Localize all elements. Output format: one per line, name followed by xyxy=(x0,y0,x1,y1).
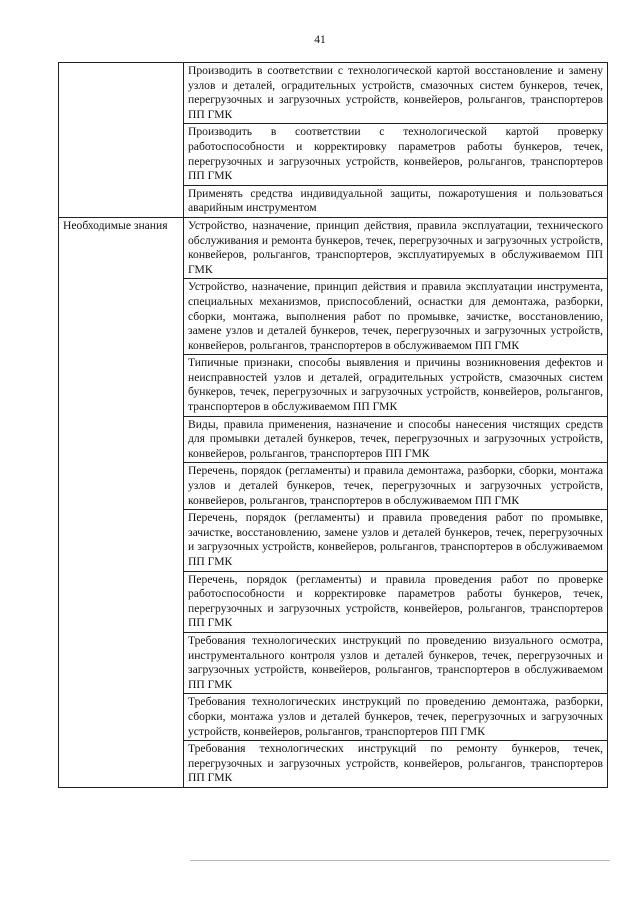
knowledge-cell: Устройство, назначение, принцип действия и правила эксплуатации инструмента, специальных механизмов, приспособлений, оснастки для демонтажа, разборки, сборки, монтажа, выполнения работ по промывке, зачистке, восстановлению, замене узлов и деталей бункеров, течек, перегрузочных и загрузочных устройств, конвейеров, рольгангов, транспортеров в обслуживаемом ПП ГМК xyxy=(184,279,608,355)
knowledge-cell: Перечень, порядок (регламенты) и правила проведения работ по промывке, зачистке, восстановлению, замене узлов и деталей бункеров, течек, перегрузочных и загрузочных устройств, конвейеров, рольгангов, транспортеров в обслуживаемом ПП ГМК xyxy=(184,510,608,571)
knowledge-cell: Требования технологических инструкций по проведению демонтажа, разборки, сборки, монтажа узлов и деталей бункеров, течек, перегрузочных и загрузочных устройств, конвейеров, рольгангов, транспортеров ПП ГМК xyxy=(184,694,608,741)
page-number: 41 xyxy=(314,34,326,46)
knowledge-table xyxy=(58,62,608,788)
scan-artifact-line xyxy=(190,860,610,861)
table-row xyxy=(59,217,608,278)
knowledge-cell: Требования технологических инструкций по проведению визуального осмотра, инструментального контроля узлов и деталей бункеров, течек, перегрузочных и загрузочных устройств, конвейеров, рольгангов, транспортеров в обслуживаемом ПП ГМК xyxy=(184,632,608,693)
empty-label-cell xyxy=(59,63,184,218)
skill-cell: Производить в соответствии с технологической картой восстановление и замену узлов и деталей, оградительных устройств, смазочных систем бункеров, течек, перегрузочных и загрузочных устройств, конвейеров, рольгангов, транспортеров ПП ГМК xyxy=(184,63,608,124)
skill-cell: Производить в соответствии с технологической картой проверку работоспособности и корректировку параметров работы бункеров, течек, перегрузочных и загрузочных устройств, конвейеров, рольгангов, транспортеров ПП ГМК xyxy=(184,124,608,185)
knowledge-cell: Типичные признаки, способы выявления и причины возникновения дефектов и неисправностей узлов и деталей, оградительных устройств, смазочных систем бункеров, течек, перегрузочных и загрузочных устройств, конвейеров, рольгангов, транспортеров в обслуживаемом ПП ГМК xyxy=(184,355,608,416)
knowledge-cell: Устройство, назначение, принцип действия, правила эксплуатации, технического обслуживания и ремонта бункеров, течек, перегрузочных и загрузочных устройств, конвейеров, рольгангов, транспортеров, эксплуатируемых в обслуживаемом ПП ГМК xyxy=(184,217,608,278)
knowledge-cell: Требования технологических инструкций по ремонту бункеров, течек, перегрузочных и загрузочных устройств, конвейеров, рольгангов, транспортеров ПП ГМК xyxy=(184,741,608,788)
knowledge-cell: Перечень, порядок (регламенты) и правила демонтажа, разборки, сборки, монтажа узлов и деталей бункеров, течек, перегрузочных и загрузочных устройств, конвейеров, рольгангов, транспортеров в обслуживаемом ПП ГМК xyxy=(184,463,608,510)
knowledge-cell: Перечень, порядок (регламенты) и правила проведения работ по проверке работоспособности и корректировке параметров работы бункеров, течек, перегрузочных и загрузочных устройств, конвейеров, рольгангов, транспортеров ПП ГМК xyxy=(184,571,608,632)
skill-cell: Применять средства индивидуальной защиты, пожаротушения и пользоваться аварийным инструментом xyxy=(184,185,608,217)
knowledge-cell: Виды, правила применения, назначение и способы нанесения чистящих средств для промывки деталей бункеров, течек, перегрузочных и загрузочных устройств, конвейеров, рольгангов, транспортеров ПП ГМК xyxy=(184,416,608,463)
table-row xyxy=(59,63,608,124)
knowledge-label: Необходимые знания xyxy=(59,217,184,787)
